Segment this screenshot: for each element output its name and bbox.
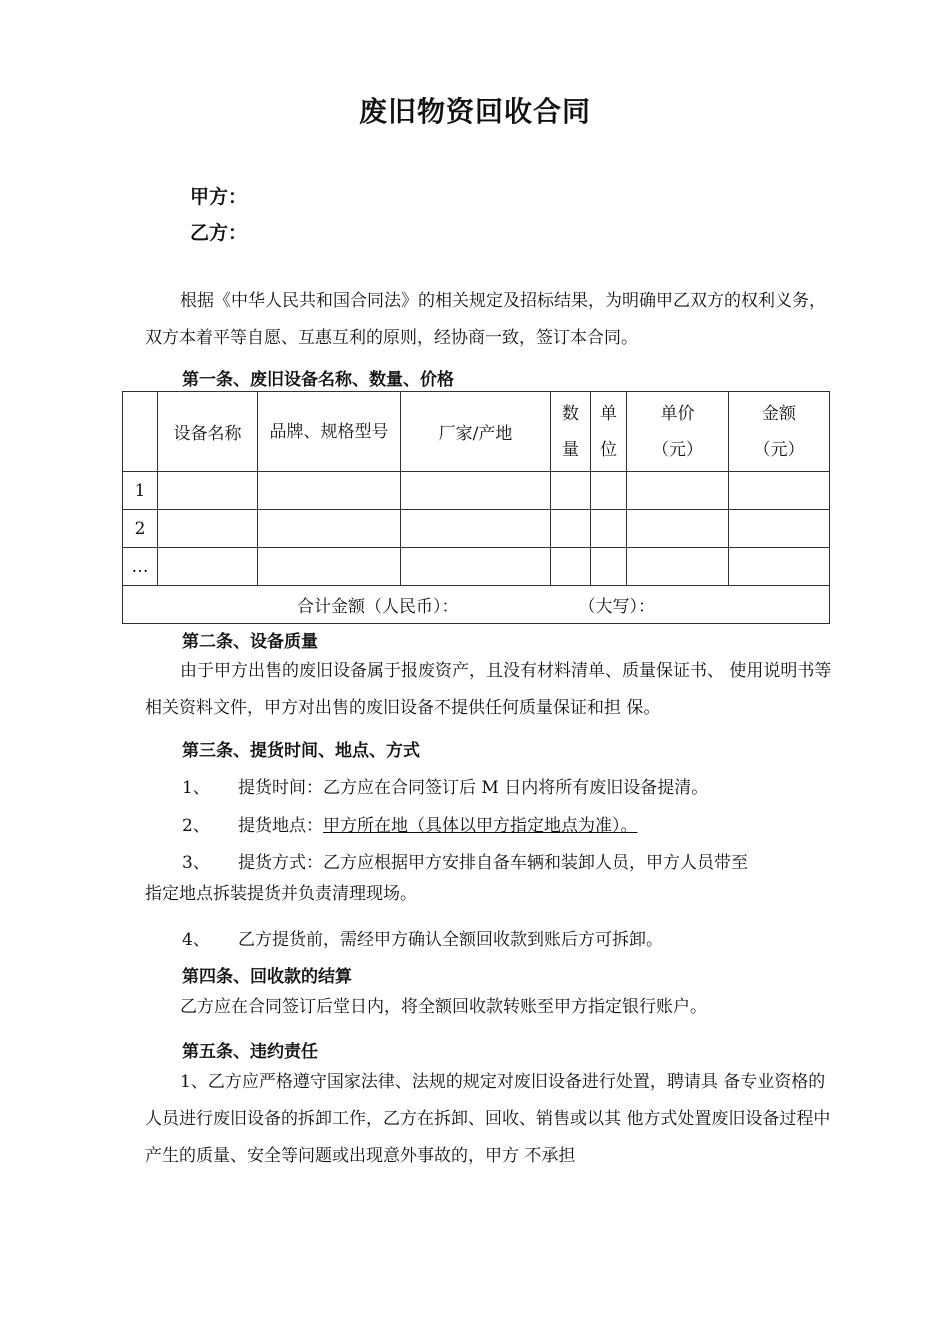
article-5-heading: 第五条、违约责任 <box>182 1042 318 1062</box>
intro-paragraph: 根据《中华人民共和国合同法》的相关规定及招标结果，为明确甲乙双方的权利义务，双方本着平等自愿、互惠互利的原则，经协商一致，签订本合同。 <box>145 291 826 348</box>
article-4-heading: 第四条、回收款的结算 <box>182 967 352 987</box>
article-3-item-2: 2、 提货地点：甲方所在地（具体以甲方指定地点为准）。 <box>182 816 638 836</box>
article-1-heading: 第一条、废旧设备名称、数量、价格 <box>182 370 454 390</box>
total-amount-cell <box>123 586 830 624</box>
party-a-label: 甲方： <box>190 186 248 208</box>
table-header-row <box>123 392 830 472</box>
header-amount: 金额 （元） <box>729 392 830 472</box>
article-2-text: 由于甲方出售的废旧设备属于报废资产，且没有材料清单、质量保证书、 使用说明书等相关资料文件，甲方对出售的废旧设备不提供任何质量保证和担 保。 <box>145 661 832 718</box>
header-name: 设备名称 <box>158 392 258 472</box>
article-3-item-1: 1、 提货时间：乙方应在合同签订后 M 日内将所有废旧设备提清。 <box>182 778 709 798</box>
capital-amount-label: （大写）： <box>578 597 655 617</box>
article-3-item-3-cont: 指定地点拆装提货并负责清理现场。 <box>145 884 417 904</box>
header-index-cell <box>123 392 158 472</box>
article-5-text: 1、乙方应严格遵守国家法律、法规的规定对废旧设备进行处置，聘请具 备专业资格的人员进行废旧设备的拆卸工作，乙方在拆卸、回收、销售或以其 他方式处置废旧设备过程中产生的质量、安全等问题或出现意外事故的，甲方 不承担 <box>145 1072 831 1166</box>
table-row <box>123 548 830 586</box>
article-3-item-4: 4、 乙方提货前，需经甲方确认全额回收款到账后方可拆卸。 <box>182 930 663 950</box>
document-title: 废旧物资回收合同 <box>358 95 591 128</box>
row-index: 2 <box>123 510 158 548</box>
header-qty: 数 量 <box>551 392 591 472</box>
header-unit-price: 单价 （元） <box>627 392 729 472</box>
article-3-heading: 第三条、提货时间、地点、方式 <box>182 741 420 761</box>
row-index: 1 <box>123 472 158 510</box>
party-b-label: 乙方： <box>190 222 248 244</box>
header-maker: 厂家/产地 <box>401 392 551 472</box>
article-2-heading: 第二条、设备质量 <box>182 632 318 652</box>
header-unit: 单 位 <box>591 392 627 472</box>
article-4-text: 乙方应在合同签订后堂日内，将全额回收款转账至甲方指定银行账户。 <box>180 997 707 1017</box>
equipment-table <box>122 391 830 624</box>
table-row <box>123 472 830 510</box>
row-index: … <box>123 548 158 586</box>
total-amount-label: 合计金额（人民币）： <box>297 597 459 617</box>
table-total-row <box>123 586 830 624</box>
table-row <box>123 510 830 548</box>
article-3-item-3: 3、 提货方式：乙方应根据甲方安排自备车辆和装卸人员，甲方人员带至 <box>182 853 748 873</box>
header-brand: 品牌、规格型号 <box>258 392 401 472</box>
